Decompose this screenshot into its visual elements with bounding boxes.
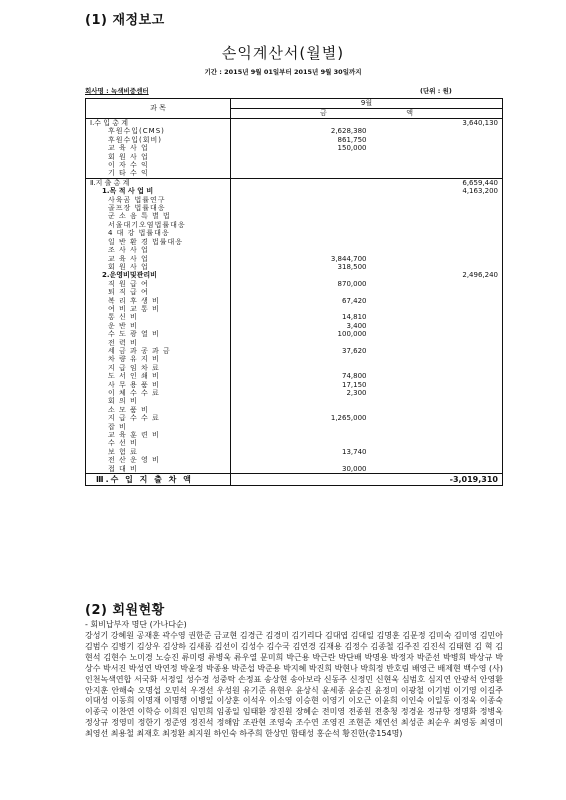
header-amount — [231, 109, 503, 119]
row-amount: 74,800 — [342, 372, 367, 381]
row-label: 이 자 수 익 — [86, 161, 231, 169]
table-row — [86, 196, 503, 204]
row-total — [371, 297, 503, 305]
row-total — [371, 212, 503, 220]
unit-label: (단위 : 원) — [420, 87, 452, 95]
organization-name: 회사명 : 녹색비중센터 — [85, 87, 149, 95]
row-total — [371, 381, 503, 389]
row-amount — [231, 169, 371, 178]
row-total — [371, 339, 503, 347]
period-line: 기간 : 2015년 9월 01일부터 2015년 9월 30일까지 — [204, 68, 362, 76]
row-label: 잡 비 — [86, 423, 231, 431]
group-row — [86, 178, 503, 187]
table-row — [86, 448, 503, 456]
row-amount — [231, 397, 371, 405]
row-total — [371, 238, 503, 246]
row-total — [371, 448, 503, 456]
row-label: 후원수입(CMS) — [86, 127, 231, 135]
row-label: 일 반 환 경 법률대응 — [86, 238, 231, 246]
row-label: 접 대 비 — [86, 465, 231, 474]
table-row — [86, 212, 503, 220]
row-total — [371, 280, 503, 288]
table-row — [86, 322, 503, 330]
row-amount — [231, 153, 371, 161]
row-amount — [231, 406, 371, 414]
row-total — [371, 330, 503, 338]
row-label: 골프장 법률대응 — [86, 204, 231, 212]
row-amount — [231, 364, 371, 372]
row-total: 6,659,440 — [371, 178, 503, 187]
row-total — [371, 347, 503, 355]
row-label: 수 선 비 — [86, 439, 231, 447]
row-amount: 870,000 — [337, 279, 367, 288]
row-total — [371, 161, 503, 169]
row-total — [371, 355, 503, 363]
row-label: 2.운영비및관리비 — [86, 271, 231, 279]
row-amount: 67,420 — [342, 296, 367, 305]
row-label: 이 체 수 수 료 — [86, 389, 231, 397]
subgroup-row — [86, 271, 503, 279]
row-label: 여 비 교 통 비 — [86, 305, 231, 313]
row-amount — [231, 187, 371, 195]
row-label: Ⅱ.지 출 총 계 — [86, 178, 231, 187]
document-title: 손익계산서(월별) — [221, 44, 345, 62]
row-amount: 37,620 — [342, 346, 367, 355]
row-total — [371, 246, 503, 254]
table-row — [86, 355, 503, 363]
table-row — [86, 364, 503, 372]
row-amount: 100,000 — [337, 330, 367, 339]
table-row — [86, 153, 503, 161]
row-label: 통 신 비 — [86, 313, 231, 321]
header-item: 과 목 — [86, 99, 231, 119]
row-label: 회 원 사 업 — [86, 153, 231, 161]
row-amount — [231, 246, 371, 254]
row-label: 차 량 유 지 비 — [86, 355, 231, 363]
row-total — [371, 313, 503, 321]
table-row — [86, 255, 503, 263]
row-total — [371, 372, 503, 380]
table-row — [86, 161, 503, 169]
row-total — [371, 127, 503, 135]
row-label: 회 원 사 업 — [86, 263, 231, 271]
row-label: 서울대기오염법률대응 — [86, 221, 231, 229]
row-total — [371, 414, 503, 422]
row-label: 군 소 음 특 별 법 — [86, 212, 231, 220]
row-label: 사 무 용 품 비 — [86, 381, 231, 389]
row-amount — [231, 355, 371, 363]
row-total: -3,019,310 — [371, 474, 503, 486]
row-label: 1.목 적 사 업 비 — [86, 187, 231, 195]
row-label: 수 도 광 열 비 — [86, 330, 231, 338]
table-row — [86, 397, 503, 405]
row-total — [371, 136, 503, 144]
table-row — [86, 414, 503, 422]
row-label: 전 산 운 영 비 — [86, 456, 231, 464]
header-amount-a: 금 — [320, 109, 327, 117]
table-row — [86, 313, 503, 321]
row-label: 세 금 과 공 과 금 — [86, 347, 231, 355]
row-label: 지 급 수 수 료 — [86, 414, 231, 422]
table-row — [86, 305, 503, 313]
table-row — [86, 169, 503, 178]
table-row — [86, 221, 503, 229]
row-label: 소 모 품 비 — [86, 406, 231, 414]
row-total — [371, 305, 503, 313]
row-total: 4,163,200 — [462, 187, 498, 196]
table-row — [86, 389, 503, 397]
row-amount — [231, 238, 371, 246]
table-row — [86, 144, 503, 152]
row-amount: 17,150 — [342, 380, 367, 389]
row-total — [371, 169, 503, 178]
row-amount: 318,500 — [337, 262, 367, 271]
row-total — [371, 196, 503, 204]
row-amount: 150,000 — [337, 144, 367, 153]
row-label: 4 대 강 법률대응 — [86, 229, 231, 237]
row-amount: 13,740 — [342, 447, 367, 456]
header-amount-b: 액 — [406, 109, 413, 117]
row-amount — [231, 161, 371, 169]
total-row — [86, 474, 503, 486]
row-label: 보 험 료 — [86, 448, 231, 456]
row-total — [371, 221, 503, 229]
row-label: 교 육 사 업 — [86, 144, 231, 152]
table-row — [86, 406, 503, 414]
table-row — [86, 238, 503, 246]
row-amount: 1,265,000 — [330, 414, 367, 423]
row-amount — [231, 271, 371, 279]
table-row — [86, 381, 503, 389]
table-row — [86, 204, 503, 212]
row-amount — [231, 288, 371, 296]
row-total — [371, 431, 503, 439]
row-total — [371, 389, 503, 397]
row-total — [371, 204, 503, 212]
row-total: 3,640,130 — [462, 119, 498, 127]
members-list: 강성기 강혜원 공재훈 곽수영 권한준 금교현 김경근 김경미 김기리다 김대엽 김대일 김명훈 김문정 김미숙 김미영 김민아 김범수 김병기 김상우 김상하 김새롬 김선이 김성수 김수국 김연경 김재용 김정수 김종철 김주진 김진석 김태현 김 혁 김현석 김현수 노미경 노승진 류미령 류병욱 류우열 문미희 박근용 박근란 박단배 박명용 박정자 박준선 박병희 박상규 박상수 박서진 박성연 박연정 박윤정 박종용 박준섭 박준용 박지혜 박진희 박현나 박희정 반호림 배영근 배제현 백수영 (사)인천녹색연합 서국화 서정일 성수경 성중탁 손정표 송상현 송아보라 신동주 신정민 신현욱 심범호 심지연 안광석 안영환 안지훈 안해숙 오명섭 오민석 우경선 우성원 유기준 유현우 윤상식 윤세종 윤순진 윤정미 이광철 이기범 이기영 이길주 이대성 이동희 이명재 이명행 이병일 이상훈 이석우 이소영 이승현 이영기 이오근 이윤희 이인숙 이일동 이정욱 이종숙 이종국 이찬연 이학승 이희진 임민희 임종일 임태환 장진원 장혜순 전미영 전종원 전충청 정경윤 정규항 정명화 정병욱 정상규 정영미 정한기 정준영 정진석 정해암 조관현 조영숙 조수연 조영진 조현준 채연선 최성준 최순우 최영동 최영미 최영선 최용철 최재호 최정환 최지원 하인숙 하주희 한상민 함태성 홍순석 황진한(총154명) — [85, 631, 503, 739]
table-row — [86, 127, 503, 135]
row-amount: 2,300 — [346, 389, 367, 397]
row-label: 기 타 수 익 — [86, 169, 231, 178]
row-amount: 30,000 — [342, 464, 367, 473]
row-label: Ⅰ.수 입 총 계 — [86, 119, 231, 128]
table-row — [86, 263, 503, 271]
row-amount — [231, 212, 371, 220]
row-total — [371, 322, 503, 330]
row-amount: 2,628,380 — [330, 127, 367, 136]
row-amount — [231, 119, 371, 128]
row-total — [371, 364, 503, 372]
row-amount — [231, 178, 371, 187]
row-total — [371, 439, 503, 447]
section2-title: (2) 회원현황 — [85, 603, 165, 618]
row-total — [371, 456, 503, 464]
row-label: 직 원 급 여 — [86, 280, 231, 288]
row-total — [371, 144, 503, 152]
row-amount — [231, 423, 371, 431]
row-amount: 3,400 — [346, 321, 367, 330]
row-total — [371, 153, 503, 161]
row-total — [371, 288, 503, 296]
row-label: Ⅲ.수 입 지 출 차 액 — [86, 474, 231, 486]
section1-title: (1) 재정보고 — [85, 13, 165, 28]
table-row — [86, 330, 503, 338]
row-amount — [231, 439, 371, 447]
group-row — [86, 119, 503, 128]
subgroup-row — [86, 187, 503, 195]
row-label: 퇴 직 급 여 — [86, 288, 231, 296]
row-amount — [231, 196, 371, 204]
row-label: 지 급 임 차 료 — [86, 364, 231, 372]
table-row — [86, 465, 503, 474]
table-row — [86, 246, 503, 254]
table-row — [86, 280, 503, 288]
row-label: 복 리 후 생 비 — [86, 297, 231, 305]
table-row — [86, 456, 503, 464]
table-row — [86, 431, 503, 439]
table-row — [86, 229, 503, 237]
table-row — [86, 297, 503, 305]
table-row — [86, 423, 503, 431]
row-amount — [231, 229, 371, 237]
table-row — [86, 136, 503, 144]
row-label: 운 반 비 — [86, 322, 231, 330]
row-amount — [231, 431, 371, 439]
row-total — [371, 229, 503, 237]
row-amount — [231, 339, 371, 347]
row-amount — [231, 474, 371, 486]
row-amount: 14,810 — [342, 313, 367, 322]
row-label: 사육곰 법률연구 — [86, 196, 231, 204]
row-amount — [231, 305, 371, 313]
row-total — [371, 397, 503, 405]
table-row — [86, 288, 503, 296]
row-label: 교 육 훈 련 비 — [86, 431, 231, 439]
row-amount — [231, 456, 371, 464]
row-amount — [231, 204, 371, 212]
members-intro: - 회비납부자 명단 (가나다순) — [85, 620, 187, 629]
header-month: 9월 — [231, 99, 503, 109]
row-amount: 3,844,700 — [330, 254, 367, 263]
table-row — [86, 439, 503, 447]
row-label: 후원수입(회비) — [86, 136, 231, 144]
row-total — [371, 406, 503, 414]
income-statement-table — [85, 98, 503, 486]
row-label: 도 서 인 쇄 비 — [86, 372, 231, 380]
row-total: 2,496,240 — [462, 271, 498, 280]
row-total — [371, 423, 503, 431]
row-amount: 861,750 — [337, 135, 367, 144]
row-total — [371, 465, 503, 474]
row-total — [371, 255, 503, 263]
table-row — [86, 372, 503, 380]
table-row — [86, 347, 503, 355]
table-row — [86, 339, 503, 347]
row-label: 교 육 사 업 — [86, 255, 231, 263]
row-label: 조 사 사 업 — [86, 246, 231, 254]
row-label: 전 력 비 — [86, 339, 231, 347]
row-label: 회 의 비 — [86, 397, 231, 405]
row-amount — [231, 221, 371, 229]
row-total — [371, 263, 503, 271]
